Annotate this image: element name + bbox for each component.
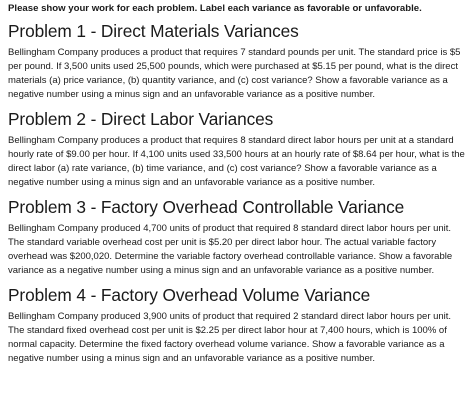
problem-4-title: Problem 4 - Factory Overhead Volume Variance <box>8 285 371 305</box>
problem-3 <box>8 196 470 278</box>
problem-2 <box>8 108 470 190</box>
instructions-text: Please show your work for each problem. Label each variance as favorable or unfavorable. <box>8 3 422 14</box>
problem-1-body: Bellingham Company produces a product that requires 7 standard pounds per unit. The standard price is $5 per pound. If 3,500 units used 25,500 pounds, which were purchased at $5.15 per pound, what is the direct materials (a) price variance, (b) quantity variance, and (c) cost variance? Show a favorable variance as a negative number using a minus sign and an unfavorable variance as a positive number. <box>8 47 461 100</box>
problem-4 <box>8 284 470 366</box>
problem-3-title: Problem 3 - Factory Overhead Controllable Variance <box>8 197 405 217</box>
problem-4-body: Bellingham Company produced 3,900 units of product that required 2 standard direct labor hours per unit. The standard fixed overhead cost per unit is $2.25 per direct labor hour at 7,400 hours, which is 100% of normal capacity. Determine the fixed factory overhead volume variance. Show a favorable variance as a negative number using a minus sign and an unfavorable variance as a positive number. <box>8 311 452 364</box>
problem-1 <box>8 20 470 102</box>
problem-3-body: Bellingham Company produced 4,700 units of product that required 8 standard direct labor hours per unit. The standard variable overhead cost per unit is $5.20 per direct labor hour. The actual variable factory overhead was $200,020. Determine the variable factory overhead controllable variance. Show a favorable variance as a negative number using a minus sign and an unfavorable variance as a positive number. <box>8 223 453 276</box>
problem-2-title: Problem 2 - Direct Labor Variances <box>8 109 274 129</box>
problem-1-title: Problem 1 - Direct Materials Variances <box>8 21 299 41</box>
problem-2-body: Bellingham Company produces a product that requires 8 standard direct labor hours per unit at a standard hourly rate of $9.00 per hour. If 4,100 units used 33,500 hours at an hourly rate of $8.64 per hour, what is the direct labor (a) rate variance, (b) time variance, and (c) cost variance? Show a favorable variance as a negative number using a minus sign and an unfavorable variance as a positive number. <box>8 135 465 188</box>
